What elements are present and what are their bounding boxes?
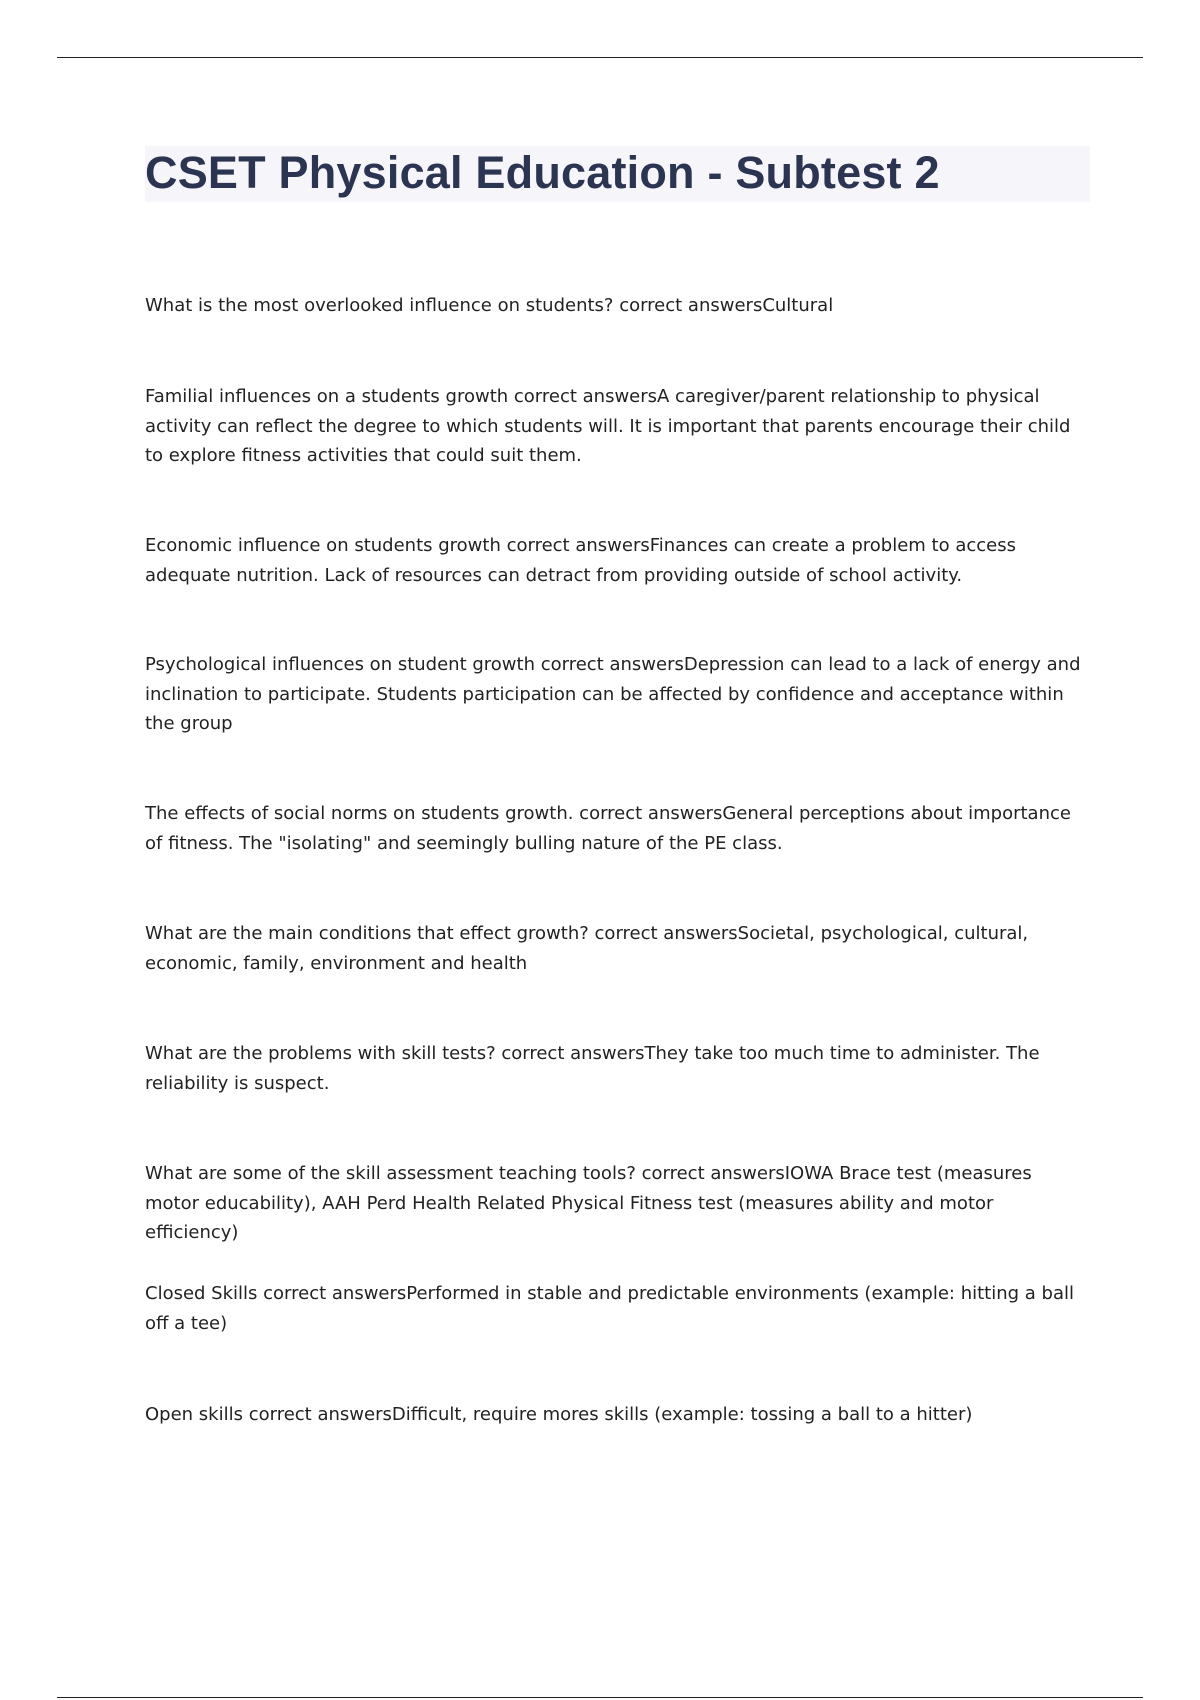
- qa-entry: Familial influences on a students growth correct answersA caregiver/parent relationship to physical activity can reflect the degree to which students will. It is important that parents encourage their child to explore fitness activities that could suit them.: [145, 386, 1071, 466]
- qa-entry: What are the problems with skill tests? correct answersThey take too much time to administer. The reliability is suspect.: [145, 1043, 1040, 1094]
- qa-entry: Closed Skills correct answersPerformed in stable and predictable environments (example: hitting a ball off a tee): [145, 1283, 1075, 1334]
- bottom-divider: [57, 1697, 1143, 1698]
- qa-entry: What are the main conditions that effect growth? correct answersSocietal, psychological, cultural, economic, family, environment and health: [145, 923, 1029, 974]
- qa-entry: The effects of social norms on students growth. correct answersGeneral perceptions about importance of fitness. The "isolating" and seemingly bulling nature of the PE class.: [145, 803, 1071, 854]
- qa-entry: What are some of the skill assessment teaching tools? correct answersIOWA Brace test (measures motor educability), AAH Perd Health Related Physical Fitness test (measures ability and motor efficiency): [145, 1163, 1032, 1243]
- qa-entry: What is the most overlooked influence on students? correct answersCultural: [145, 295, 834, 316]
- document-title: CSET Physical Education - Subtest 2: [145, 147, 940, 198]
- top-divider: [57, 57, 1143, 58]
- qa-entry: Open skills correct answersDifficult, require mores skills (example: tossing a ball to a hitter): [145, 1404, 973, 1425]
- qa-entry: Economic influence on students growth correct answersFinances can create a problem to access adequate nutrition. Lack of resources can detract from providing outside of school activity.: [145, 535, 1017, 586]
- qa-entry: Psychological influences on student growth correct answersDepression can lead to a lack of energy and inclination to participate. Students participation can be affected by confidence and acceptance within the group: [145, 654, 1081, 734]
